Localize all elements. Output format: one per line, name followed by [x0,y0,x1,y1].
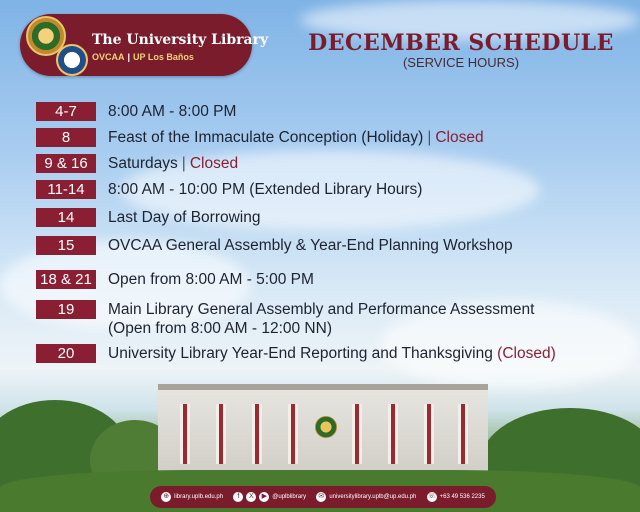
date-badge: 8 [36,128,96,147]
email-link[interactable]: ✉ universitylibrary.uplb@up.edu.ph [316,492,416,502]
schedule-text: Last Day of Borrowing [108,209,261,226]
date-badge: 19 [36,300,96,319]
status-closed: Closed [435,129,484,146]
date-badge: 18 & 21 [36,270,96,289]
phone-link[interactable]: ☏ +63 49 536 2235 [427,493,485,500]
page-subtitle: (SERVICE HOURS) [402,55,520,70]
building-pillar [252,404,262,464]
schedule-text: University Library Year-End Reporting and Thanksgiving (Closed) [108,345,556,362]
building-pillar [458,404,468,464]
library-name: The University Library [92,32,269,48]
date-badge: 4-7 [36,102,96,121]
facebook-icon: f [233,492,243,502]
schedule-row [36,154,238,173]
status-closed: Closed [189,155,239,172]
date-badge: 9 & 16 [36,154,96,173]
date-badge: 20 [36,344,96,363]
date-badge: 15 [36,236,96,255]
building-pillar [388,404,398,464]
schedule-row [36,102,236,121]
library-building [158,384,488,484]
building-pillar [180,404,190,464]
x-icon: X [246,492,256,502]
contact-footer [150,486,496,508]
website-link[interactable]: ⊕ library.uplb.edu.ph [161,492,223,502]
building-pillar [352,404,362,464]
schedule-row [36,270,314,289]
schedule-text: 8:00 AM - 8:00 PM [108,103,237,120]
building-pillar [288,404,298,464]
building-pillar [424,404,434,464]
schedule-row [36,128,484,147]
globe-icon: ⊕ [161,492,171,502]
schedule-row [36,180,422,199]
page-title: DECEMBER SCHEDULE [308,30,614,56]
library-unit: OVCAA | UP Los Baños [92,52,194,62]
schedule-text: 8:00 AM - 10:00 PM (Extended Library Hours) [108,181,423,198]
schedule-row [36,236,513,255]
youtube-icon: ▶ [259,492,269,502]
schedule-row [36,300,534,338]
schedule-text: Feast of the Immaculate Conception (Holiday) | Closed [108,129,484,146]
building-emblem [315,416,337,438]
library-seal-logo [56,44,88,76]
social-link[interactable]: f X ▶ @uplblibrary [233,492,306,502]
building-pillar [216,404,226,464]
phone-icon: ☏ [427,493,436,500]
schedule-text: Saturdays | Closed [108,155,239,172]
date-badge: 11-14 [36,180,96,199]
date-badge: 14 [36,208,96,227]
mail-icon: ✉ [316,492,326,502]
status-closed: (Closed) [497,345,556,362]
schedule-row [36,344,556,363]
schedule-text: Open from 8:00 AM - 5:00 PM [108,271,314,288]
schedule-text: Main Library General Assembly and Performance Assessment (Open from 8:00 AM - 12:00 NN) [108,301,535,337]
schedule-text: OVCAA General Assembly & Year-End Planning Workshop [108,237,513,254]
schedule-row [36,208,261,227]
